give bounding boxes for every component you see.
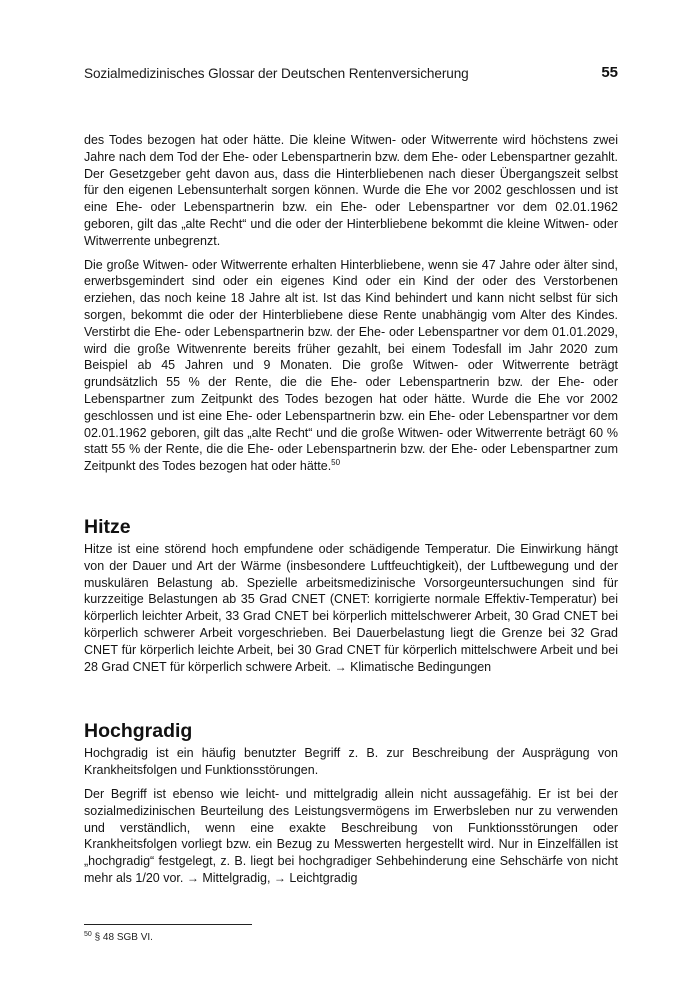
cross-reference-mittelgradig[interactable]: Mittelgradig,: [202, 870, 271, 885]
body-text: [84, 132, 618, 894]
cross-reference-leichtgradig[interactable]: Leichtgradig: [289, 870, 358, 885]
heading-hochgradig: Hochgradig: [84, 720, 193, 743]
cross-reference-arrow-icon: →: [273, 870, 286, 885]
running-title: Sozialmedizinisches Glossar der Deutschen Rentenversicherung: [84, 66, 469, 81]
footnote-number: 50: [84, 931, 92, 938]
paragraph-hitze: [84, 541, 618, 675]
heading-hitze: Hitze: [84, 515, 131, 538]
paragraph-kleine-witwenrente: [84, 132, 618, 250]
footnote-text: § 48 SGB VI.: [94, 932, 153, 943]
cross-reference-klimatische-bedingungen[interactable]: Klimatische Bedingungen: [350, 659, 492, 674]
cross-reference-arrow-icon: →: [186, 870, 199, 885]
footnote: [84, 932, 153, 943]
paragraph-grosse-witwenrente: [84, 257, 618, 475]
paragraph-text: Hitze ist eine störend hoch empfundene oder schädigende Temperatur. Die Einwirkung hängt von der Dauer und Art der Wärme (insbesondere Luftfeuchtigkeit), der Luftbewegung und der muskulären Belastung ab. Spezielle arbeitsmedizinische Vorsorgeuntersuchungen sind für kurzzeitige Belastungen ab 35 Grad CNET (CNET: korrigierte normale Effektiv-Temperatur) bei körperlich leichter Arbeit, 33 Grad CNET bei körperlich mittelschwerer Arbeit, 30 Grad CNET bei körperlich schwerer Arbeit vorgeschrieben. Bei Dauerbelastung liegt die Grenze bei 32 Grad CNET für körperlich leichte Arbeit, bei 30 Grad CNET für körperlich mittelschwere Arbeit und bei 28 Grad CNET für körperlich schwere Arbeit.: [84, 541, 618, 674]
footnote-reference[interactable]: 50: [331, 458, 341, 468]
cross-reference-arrow-icon: →: [334, 659, 347, 674]
page-header: [84, 62, 618, 86]
paragraph-text: Die große Witwen- oder Witwerrente erhalten Hinterbliebene, wenn sie 47 Jahre oder älter sind, erwerbsgemindert sind oder ein eigenes Kind oder ein Kind der oder des Verstorbenen erziehen, das noch keine 18 Jahre alt ist. Ist das Kind behindert und kann nicht selbst für sich sorgen, bekommt die oder der Hinterbliebene diese Rente unabhängig vom Alter des Kindes. Verstirbt die Ehe- oder Lebenspartnerin bzw. der Ehe- oder Lebenspartner vor dem 01.01.2029, wird die große Witwenrente bereits früher gezahlt, bei einem Todesfall im Jahr 2020 zum Beispiel ab 45 Jahren und 9 Monaten. Die große Witwen- oder Witwerrente beträgt grundsätzlich 55 % der Rente, die die Ehe- oder Lebenspartnerin bzw. der Ehe- oder Lebenspartner zum Zeitpunkt des Todes bezogen hat oder hätte. Wurde die Ehe vor 2002 geschlossen und ist eine Ehe- oder Lebenspartnerin bzw. ein Ehe- oder Lebenspartner vor dem 02.01.1962 geboren, gilt das „alte Recht“ und die große Witwen- oder Witwerrente beträgt 60 % statt 55 % der Rente, die die Ehe- oder Lebenspartnerin bzw. der Ehe- oder Lebenspartner zum Zeitpunkt des Todes bezogen hat oder hätte.: [84, 257, 618, 474]
footnote-divider: [84, 924, 252, 925]
paragraph-text: Hochgradig ist ein häufig benutzter Begriff z. B. zur Beschreibung der Ausprägung von Krankheitsfolgen und Funktionsstörungen.: [84, 746, 618, 778]
page-number: 55: [601, 64, 618, 81]
paragraph-text: Der Begriff ist ebenso wie leicht- und mittelgradig allein nicht aussagefähig. Er ist bei der sozialmedizinischen Beurteilung des Leistungsvermögens im Erwerbsleben nur zu verwenden und verständlich, wenn eine exakte Beschreibung von Funktionsstörungen oder Krankheitsfolgen vorliegt bzw. ein Bezug zu Messwerten hergestellt wird. Nur in Einzelfällen ist „hochgradig“ festgelegt, z. B. liegt bei hochgradiger Sehbehinderung eine Sehschärfe von nicht mehr als 1/20 vor.: [84, 786, 618, 885]
paragraph-hochgradig-definition: [84, 745, 618, 779]
paragraph-text: des Todes bezogen hat oder hätte. Die kleine Witwen- oder Witwerrente wird höchstens zwei Jahre nach dem Tod der Ehe- oder Lebenspartnerin bzw. dem Ehe- oder Lebenspartner gezahlt. Der Gesetzgeber geht davon aus, dass die Hinterbliebenen nach dieser Übergangszeit selbst für den eigenen Lebensunterhalt sorgen können. Wurde die Ehe vor 2002 geschlossen und ist eine Ehe- oder Lebenspartnerin bzw. ein Ehe- oder Lebenspartner vor dem 02.01.1962 geboren, gilt das „alte Recht“ und die oder der Hinterbliebene bekommt die kleine Witwen- oder Witwerrente unbegrenzt.: [84, 133, 618, 248]
paragraph-hochgradig-details: [84, 786, 618, 887]
